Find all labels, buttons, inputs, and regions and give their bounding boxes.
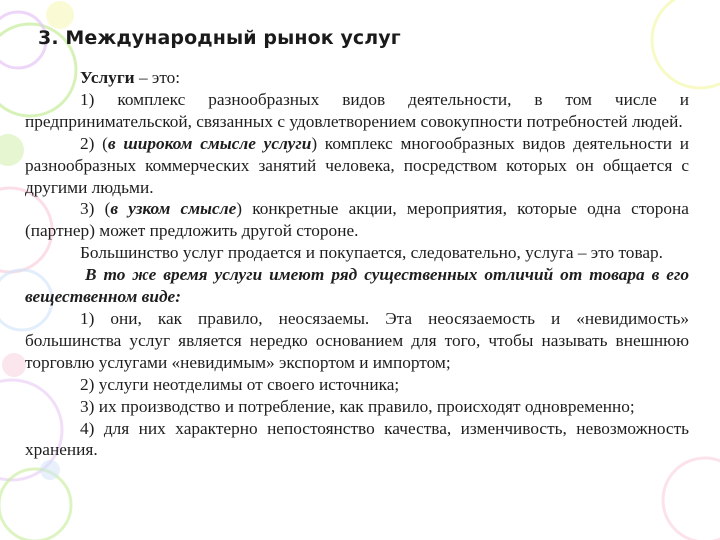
term-uslugi: Услуги bbox=[80, 68, 135, 87]
paragraph-difference-3: 3) их производство и потребление, как правило, происходят одновременно; bbox=[80, 396, 635, 416]
bubble-circle bbox=[0, 469, 71, 540]
paragraph-intro bbox=[25, 67, 689, 89]
paragraph-definition-1: 1) комплекс разнообразных видов деятельности, в том числе и предпринимательской, связанных с удовлетворением совокупности потребностей людей. bbox=[25, 89, 689, 131]
bubble-dot bbox=[40, 460, 60, 480]
bubble-dot bbox=[2, 353, 26, 377]
slide-title: 3. Международный рынок услуг bbox=[38, 27, 401, 49]
bubble-dot bbox=[46, 1, 74, 29]
emphasis-narrow-sense: в узком смысле bbox=[110, 199, 237, 219]
paragraph-difference-1: 1) они, как правило, неосязаемы. Эта неосязаемость и «невидимость» большинства услуг является нередко основанием для того, чтобы называть внешнюю торговлю услугами «невидимым» экспортом и импортом; bbox=[25, 308, 689, 372]
bubble-dot bbox=[0, 134, 24, 166]
intro-rest: – это: bbox=[134, 68, 181, 87]
paragraph-definition-2: 2) (в широком смысле услуги) комплекс многообразных видов деятельности и разнообразных коммерческих занятий человека, посредством которых он общается с другими людьми. bbox=[25, 133, 689, 197]
bubble-circle bbox=[663, 458, 720, 540]
paragraph-difference-4: 4) для них характерно непостоянство качества, изменчивость, невозможность хранения. bbox=[25, 418, 689, 460]
paragraph-differences-heading bbox=[25, 264, 689, 308]
differences-heading: В то же время услуги имеют ряд существенных отличий от товара в его вещественном виде: bbox=[25, 265, 689, 307]
slide-body bbox=[25, 67, 689, 461]
paragraph-difference-2: 2) услуги неотделимы от своего источника; bbox=[80, 374, 400, 394]
paragraph-commodity: Большинство услуг продается и покупается, следовательно, услуга – это товар. bbox=[80, 243, 664, 263]
paragraph-definition-3: 3) (в узком смысле) конкретные акции, мероприятия, которые одна сторона (партнер) может предложить другой стороне. bbox=[25, 199, 689, 241]
emphasis-broad-sense: в широком смысле услуги bbox=[107, 133, 312, 153]
